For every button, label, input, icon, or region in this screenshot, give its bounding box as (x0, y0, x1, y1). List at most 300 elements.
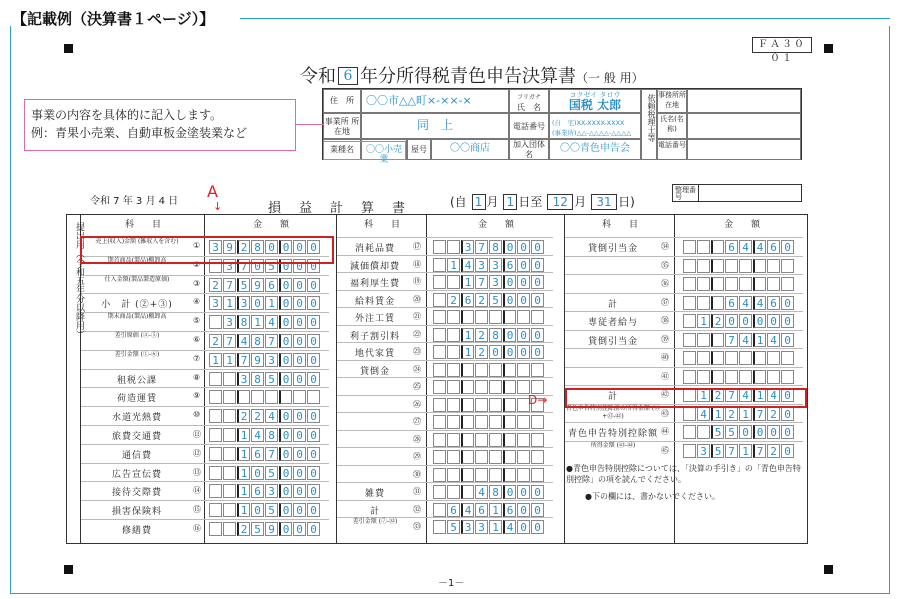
row-label: 荷造運賃 (116, 394, 157, 405)
digit-cell: 7 (725, 388, 738, 402)
amount-cells[interactable] (683, 351, 795, 365)
amount-cells[interactable] (209, 409, 321, 423)
digit-cell (711, 351, 724, 365)
row-number: ㉑ (413, 312, 421, 321)
amount-cells[interactable] (209, 296, 321, 310)
amount-cells[interactable] (433, 380, 545, 394)
digit-cell (725, 370, 738, 384)
name-label-text: 氏 名 (517, 103, 541, 112)
digit-cell (461, 398, 474, 412)
digit-cell (503, 415, 516, 429)
amount-cells[interactable] (209, 372, 321, 386)
highlight-box-a (80, 236, 334, 264)
row-number: ⑯ (193, 524, 201, 533)
row-number: ⑥ (193, 335, 201, 344)
digit-cell: 1 (209, 353, 222, 367)
amount-cells[interactable] (683, 444, 795, 458)
amount-cells[interactable] (209, 390, 321, 404)
digit-cell: 3 (461, 240, 474, 254)
digit-cell: 1 (739, 407, 752, 421)
digit-cell: 2 (711, 314, 724, 328)
amount-cells[interactable] (433, 485, 545, 499)
pl-row (565, 237, 803, 256)
row-label: 雑費 (364, 489, 385, 499)
row-label: 期末商品(製品)棚卸高 (107, 313, 167, 321)
amount-cells[interactable] (433, 310, 545, 324)
assoc-label: 加入団体名 (509, 139, 549, 160)
digit-cell: 1 (461, 345, 474, 359)
digit-cell: 6 (503, 503, 516, 517)
callout-note (24, 99, 296, 151)
row-number: ③ (193, 278, 201, 288)
pl-row (81, 519, 329, 538)
amount-cells[interactable] (433, 258, 545, 272)
rep-name-value[interactable] (687, 113, 801, 139)
digit-cell: 0 (293, 466, 306, 480)
amount-cells[interactable] (683, 259, 795, 273)
digit-cell: 0 (293, 428, 306, 442)
header-amount-2: 金 額 (477, 220, 514, 230)
digit-cell (711, 370, 724, 384)
digit-cell: 0 (293, 522, 306, 536)
name-value: 国税 太郎 (568, 98, 622, 112)
amount-cells[interactable] (209, 447, 321, 461)
digit-cell: 0 (517, 503, 530, 517)
digit-cell: 0 (279, 315, 292, 329)
digit-cell: 3 (265, 353, 278, 367)
pl-row (337, 307, 553, 325)
pl-row (81, 369, 329, 388)
digit-cell: 0 (307, 259, 320, 273)
digit-cell (461, 468, 474, 482)
digit-cell (725, 259, 738, 273)
pl-row (565, 367, 803, 386)
digit-cell (447, 328, 460, 342)
phone-box[interactable] (549, 113, 641, 139)
digit-cell (683, 333, 696, 347)
period-end-day[interactable]: 31 (591, 194, 617, 210)
submission-date: 令和 7 年 3 月 4 日 (90, 196, 179, 207)
digit-cell: 4 (461, 258, 474, 272)
period-start-month[interactable]: 1 (472, 194, 486, 210)
digit-cell (461, 450, 474, 464)
digit-cell (433, 433, 446, 447)
digit-cell (433, 380, 446, 394)
amount-cells[interactable] (209, 522, 321, 536)
digit-cell: 4 (739, 296, 752, 310)
digit-cell: 0 (517, 275, 530, 289)
digit-cell (683, 425, 696, 439)
biz-value[interactable]: 〇〇小売業 (361, 139, 407, 160)
amount-cells[interactable] (683, 407, 795, 421)
digit-cell: 0 (279, 503, 292, 517)
digit-cell (489, 468, 502, 482)
digit-cell (739, 277, 752, 291)
digit-cell: 0 (293, 372, 306, 386)
pl-row (337, 395, 553, 413)
amount-cells[interactable] (683, 277, 795, 291)
digit-cell (475, 415, 488, 429)
digit-cell (461, 415, 474, 429)
form-year[interactable]: 6 (338, 67, 358, 85)
row-label: 接待交際費 (111, 488, 162, 499)
amount-cells[interactable] (433, 520, 545, 534)
amount-cells[interactable] (209, 278, 321, 292)
row-label: 福利厚生費 (349, 279, 400, 289)
pl-row (565, 441, 803, 460)
digit-cell: 0 (293, 259, 306, 273)
digit-cell: 0 (251, 296, 264, 310)
digit-cell: 0 (781, 296, 794, 310)
digit-cell: 1 (237, 447, 250, 461)
digit-cell: 4 (739, 333, 752, 347)
digit-cell (475, 468, 488, 482)
month-label: 月 (574, 195, 587, 209)
row-label: 期首商品(製品)棚卸高 (107, 256, 167, 264)
digit-cell (489, 415, 502, 429)
digit-cell: 0 (279, 484, 292, 498)
amount-cells[interactable] (683, 333, 795, 347)
amount-cells[interactable] (433, 240, 545, 254)
digit-cell: 4 (251, 428, 264, 442)
digit-cell: 1 (237, 503, 250, 517)
digit-cell: 1 (223, 296, 236, 310)
amount-cells[interactable] (433, 345, 545, 359)
pl-title: 損益計算書 (268, 201, 424, 216)
digit-cell (503, 398, 516, 412)
row-number: ⑤ (193, 316, 201, 326)
row-number: ㊺ (661, 445, 669, 455)
digit-cell: 6 (767, 240, 780, 254)
pl-row (565, 422, 803, 441)
digit-cell (767, 351, 780, 365)
row-number: ㊴ (661, 334, 669, 344)
row-number: ㉕ (413, 382, 421, 391)
pl-row (337, 447, 553, 465)
digit-cell: 7 (237, 353, 250, 367)
amount-cells[interactable] (209, 334, 321, 348)
digit-cell (209, 428, 222, 442)
digit-cell: 5 (447, 520, 460, 534)
digit-cell: 1 (447, 258, 460, 272)
row-number: ⑭ (193, 486, 201, 496)
amount-cells[interactable] (433, 450, 545, 464)
digit-cell (307, 390, 320, 404)
digit-cell: 2 (209, 278, 222, 292)
digit-cell: 0 (265, 240, 278, 254)
pl-row (337, 412, 553, 430)
amount-cells[interactable] (209, 315, 321, 329)
row-number: ⑦ (193, 353, 201, 363)
pl-row (337, 360, 553, 378)
digit-cell (237, 390, 250, 404)
pl-row (81, 350, 329, 369)
row-label: 広告宣伝費 (111, 469, 162, 480)
digit-cell: 7 (223, 278, 236, 292)
seiri-number-box[interactable] (672, 184, 802, 202)
digit-cell (753, 370, 766, 384)
digit-cell (433, 345, 446, 359)
digit-cell (711, 259, 724, 273)
digit-cell: 6 (725, 296, 738, 310)
digit-cell: 5 (251, 522, 264, 536)
row-number: ㉛ (413, 487, 421, 496)
digit-cell (753, 277, 766, 291)
digit-cell (447, 240, 460, 254)
digit-cell (265, 390, 278, 404)
digit-cell: 0 (307, 447, 320, 461)
digit-cell (531, 363, 544, 377)
amount-cells[interactable] (433, 363, 545, 377)
digit-cell (223, 484, 236, 498)
amount-cells[interactable] (683, 314, 795, 328)
digit-cell: 0 (517, 328, 530, 342)
digit-cell (433, 398, 446, 412)
digit-cell: 2 (475, 293, 488, 307)
digit-cell (447, 485, 460, 499)
digit-cell (697, 296, 710, 310)
digit-cell: 0 (503, 345, 516, 359)
digit-cell (683, 351, 696, 365)
highlight-box-d (565, 388, 807, 408)
digit-cell (489, 450, 502, 464)
digit-cell (781, 259, 794, 273)
digit-cell (697, 259, 710, 273)
digit-cell: 0 (781, 407, 794, 421)
digit-cell: 0 (307, 428, 320, 442)
digit-cell (739, 259, 752, 273)
rep-office-label: 事務所所在地 (657, 89, 687, 113)
day-label: 日 (518, 195, 531, 209)
digit-cell (447, 433, 460, 447)
address-value[interactable]: 〇〇市△△町×-××-× (361, 89, 509, 113)
row-label: 仕入金額(製品製造原価) (104, 275, 170, 283)
amount-cells[interactable] (433, 503, 545, 517)
pl-row (81, 425, 329, 444)
digit-cell (433, 520, 446, 534)
digit-cell (697, 370, 710, 384)
amount-cells[interactable] (433, 328, 545, 342)
do-not-write-note: ●下の欄には、書かないでください。 (585, 492, 720, 501)
digit-cell (209, 522, 222, 536)
rep-office-value[interactable] (687, 89, 801, 113)
digit-cell: 3 (223, 259, 236, 273)
digit-cell (475, 363, 488, 377)
digit-cell: 0 (279, 240, 292, 254)
row-label: 租税公課 (116, 375, 157, 386)
row-label: 消耗品費 (354, 244, 395, 254)
amount-cells[interactable] (683, 370, 795, 384)
digit-cell (517, 363, 530, 377)
marker-d (528, 393, 547, 407)
digit-cell: 1 (237, 428, 250, 442)
pl-row (337, 377, 553, 395)
digit-cell (517, 415, 530, 429)
digit-cell: 0 (517, 258, 530, 272)
digit-cell (433, 240, 446, 254)
digit-cell: 0 (307, 240, 320, 254)
amount-cells[interactable] (209, 484, 321, 498)
shop-value[interactable]: 〇〇商店 (431, 139, 509, 160)
digit-cell: 0 (307, 466, 320, 480)
digit-cell (767, 277, 780, 291)
row-label: 給料賃金 (354, 296, 395, 307)
biz-label: 業種名 (323, 139, 361, 160)
digit-cell: 0 (517, 293, 530, 307)
digit-cell (711, 296, 724, 310)
digit-cell: 3 (475, 520, 488, 534)
period-end-month[interactable]: 12 (547, 194, 573, 210)
digit-cell: 0 (279, 409, 292, 423)
digit-cell (489, 398, 502, 412)
amount-cells[interactable] (209, 503, 321, 517)
tax-rep-label: 依頼税理士等 (641, 89, 657, 160)
row-number: ⑲ (413, 277, 421, 286)
row-number: ㉜ (413, 504, 421, 514)
digit-cell (753, 259, 766, 273)
digit-cell (447, 310, 460, 324)
digit-cell (447, 468, 460, 482)
digit-cell: 0 (753, 314, 766, 328)
digit-cell: 4 (767, 333, 780, 347)
digit-cell: 5 (265, 372, 278, 386)
digit-cell: 0 (293, 353, 306, 367)
pl-row (337, 465, 553, 483)
row-label: 水道光熱費 (111, 413, 162, 424)
digit-cell: 1 (489, 520, 502, 534)
digit-cell (489, 363, 502, 377)
digit-cell: 3 (209, 296, 222, 310)
digit-cell: 8 (251, 372, 264, 386)
digit-cell: 3 (489, 258, 502, 272)
digit-cell (697, 425, 710, 439)
callout-line2: 例：青果小売業、自動車板金塗装業など (31, 126, 248, 140)
digit-cell: 7 (753, 444, 766, 458)
row-label: 差引金額 (①-⑥) (114, 350, 160, 358)
row-number: ㊶ (661, 371, 669, 381)
pl-row (337, 430, 553, 448)
digit-cell: 4 (237, 334, 250, 348)
digit-cell: 1 (711, 407, 724, 421)
row-number: ㊸ (661, 408, 669, 418)
form-title-text: 年分所得税青色申告決算書 (360, 66, 576, 87)
digit-cell (447, 415, 460, 429)
digit-cell: 0 (279, 296, 292, 310)
corner-mark (824, 565, 833, 574)
digit-cell (781, 351, 794, 365)
digit-cell (725, 277, 738, 291)
pl-row (81, 387, 329, 406)
row-label: 地代家賃 (354, 349, 395, 359)
assoc-value[interactable]: 〇〇青色申告会 (549, 139, 641, 160)
pl-row (337, 342, 553, 360)
digit-cell: 0 (293, 484, 306, 498)
rep-phone-value[interactable] (687, 139, 801, 160)
digit-cell (517, 468, 530, 482)
digit-cell: 7 (265, 334, 278, 348)
digit-cell: 7 (475, 275, 488, 289)
digit-cell: 0 (307, 315, 320, 329)
digit-cell (697, 333, 710, 347)
digit-cell: 0 (739, 425, 752, 439)
digit-cell (447, 363, 460, 377)
digit-cell (447, 275, 460, 289)
amount-cells[interactable] (683, 240, 795, 254)
amount-cells[interactable] (433, 468, 545, 482)
row-number: ㊵ (661, 353, 669, 362)
row-label: 計 (607, 299, 618, 310)
digit-cell: 0 (531, 293, 544, 307)
digit-cell: 6 (251, 484, 264, 498)
row-number: ㉓ (413, 347, 421, 356)
amount-cells[interactable] (209, 428, 321, 442)
digit-cell (475, 310, 488, 324)
row-label: 外注工賃 (354, 314, 395, 324)
page-title: 【記載例（決算書１ページ）】 (12, 10, 215, 28)
digit-cell: 4 (767, 388, 780, 402)
digit-cell (433, 468, 446, 482)
digit-cell (683, 240, 696, 254)
digit-cell (447, 380, 460, 394)
row-number: ① (193, 241, 201, 250)
digit-cell: 2 (475, 328, 488, 342)
digit-cell (293, 390, 306, 404)
amount-cells[interactable] (209, 353, 321, 367)
pl-row (337, 272, 553, 290)
digit-cell (461, 433, 474, 447)
amount-cells[interactable] (433, 433, 545, 447)
amount-cells[interactable] (433, 293, 545, 307)
amount-cells[interactable] (433, 415, 545, 429)
name-box[interactable] (549, 89, 641, 113)
digit-cell (489, 380, 502, 394)
header-item-1: 科 目 (124, 220, 161, 230)
digit-cell (531, 450, 544, 464)
row-label: 専従者給与 (587, 318, 638, 328)
digit-cell: 0 (279, 428, 292, 442)
amount-cells[interactable] (683, 425, 795, 439)
digit-cell: 0 (293, 409, 306, 423)
period-start-day[interactable]: 1 (503, 194, 517, 210)
digit-cell: 0 (489, 345, 502, 359)
digit-cell: 0 (517, 520, 530, 534)
row-number: ⑩ (193, 410, 201, 420)
digit-cell: 4 (697, 407, 710, 421)
digit-cell (739, 370, 752, 384)
digit-cell (475, 433, 488, 447)
office-value[interactable]: 同 上 (361, 113, 509, 139)
amount-cells[interactable] (209, 466, 321, 480)
digit-cell (433, 450, 446, 464)
digit-cell (223, 372, 236, 386)
digit-cell (223, 522, 236, 536)
row-label: 旅費交通費 (111, 432, 162, 442)
pl-row (81, 444, 329, 463)
rep-name-label: 氏名(名称) (657, 113, 687, 139)
amount-cells[interactable] (433, 275, 545, 289)
digit-cell (433, 293, 446, 307)
digit-cell: 0 (279, 522, 292, 536)
row-number: ㉒ (413, 329, 421, 339)
pl-row (81, 293, 329, 312)
corner-mark (824, 44, 833, 53)
digit-cell: 1 (237, 466, 250, 480)
digit-cell (517, 380, 530, 394)
digit-cell (223, 447, 236, 461)
digit-cell: 0 (739, 314, 752, 328)
pl-row (81, 481, 329, 500)
amount-cells[interactable] (683, 296, 795, 310)
